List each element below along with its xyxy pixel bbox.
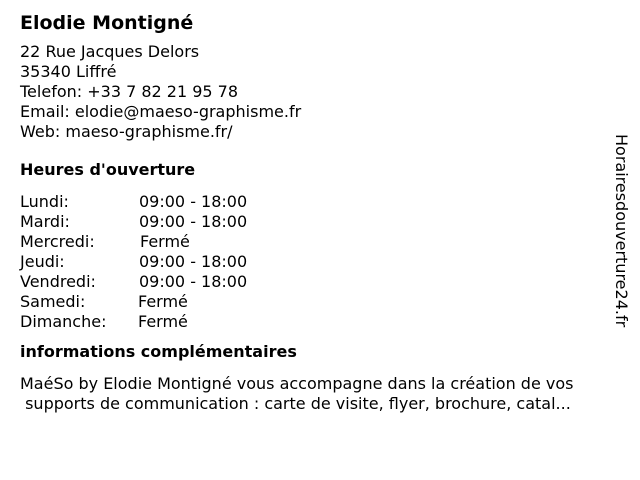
- day-label: Mercredi:: [20, 232, 95, 251]
- day-time: Fermé: [140, 232, 190, 251]
- day-label: Samedi:: [20, 292, 86, 311]
- info-line-1: MaéSo by Elodie Montigné vous accompagne dans la création de vos: [20, 374, 574, 393]
- day-label: Jeudi:: [20, 252, 65, 271]
- day-label: Dimanche:: [20, 312, 107, 331]
- info-heading: informations complémentaires: [20, 342, 297, 361]
- hours-table: [20, 192, 620, 332]
- day-time: 09:00 - 18:00: [139, 212, 248, 231]
- business-card: [20, 10, 620, 414]
- website: Web: maeso-graphisme.fr/: [20, 122, 233, 141]
- hours-row-dimanche: [20, 312, 620, 332]
- city: 35340 Liffré: [20, 62, 117, 81]
- phone: Telefon: +33 7 82 21 95 78: [20, 82, 239, 101]
- info-description: [20, 374, 620, 414]
- day-time: Fermé: [138, 312, 188, 331]
- business-name: Elodie Montigné: [20, 12, 194, 34]
- hours-row-lundi: [20, 192, 620, 212]
- day-label: Lundi:: [20, 192, 69, 211]
- info-line-2: supports de communication : carte de visite, flyer, brochure, catal...: [20, 394, 571, 413]
- hours-row-samedi: [20, 292, 620, 312]
- day-label: Vendredi:: [20, 272, 96, 291]
- watermark-text: Horairesdouverture24.fr: [612, 134, 631, 328]
- hours-row-mardi: [20, 212, 620, 232]
- email: Email: elodie@maeso-graphisme.fr: [20, 102, 302, 121]
- hours-row-mercredi: [20, 232, 620, 252]
- day-time: Fermé: [138, 292, 188, 311]
- street-address: 22 Rue Jacques Delors: [20, 42, 200, 61]
- day-time: 09:00 - 18:00: [139, 192, 248, 211]
- contact-block: [20, 42, 620, 142]
- day-label: Mardi:: [20, 212, 70, 231]
- day-time: 09:00 - 18:00: [139, 252, 248, 271]
- hours-row-vendredi: [20, 272, 620, 292]
- hours-heading: Heures d'ouverture: [20, 160, 196, 179]
- day-time: 09:00 - 18:00: [139, 272, 248, 291]
- hours-row-jeudi: [20, 252, 620, 272]
